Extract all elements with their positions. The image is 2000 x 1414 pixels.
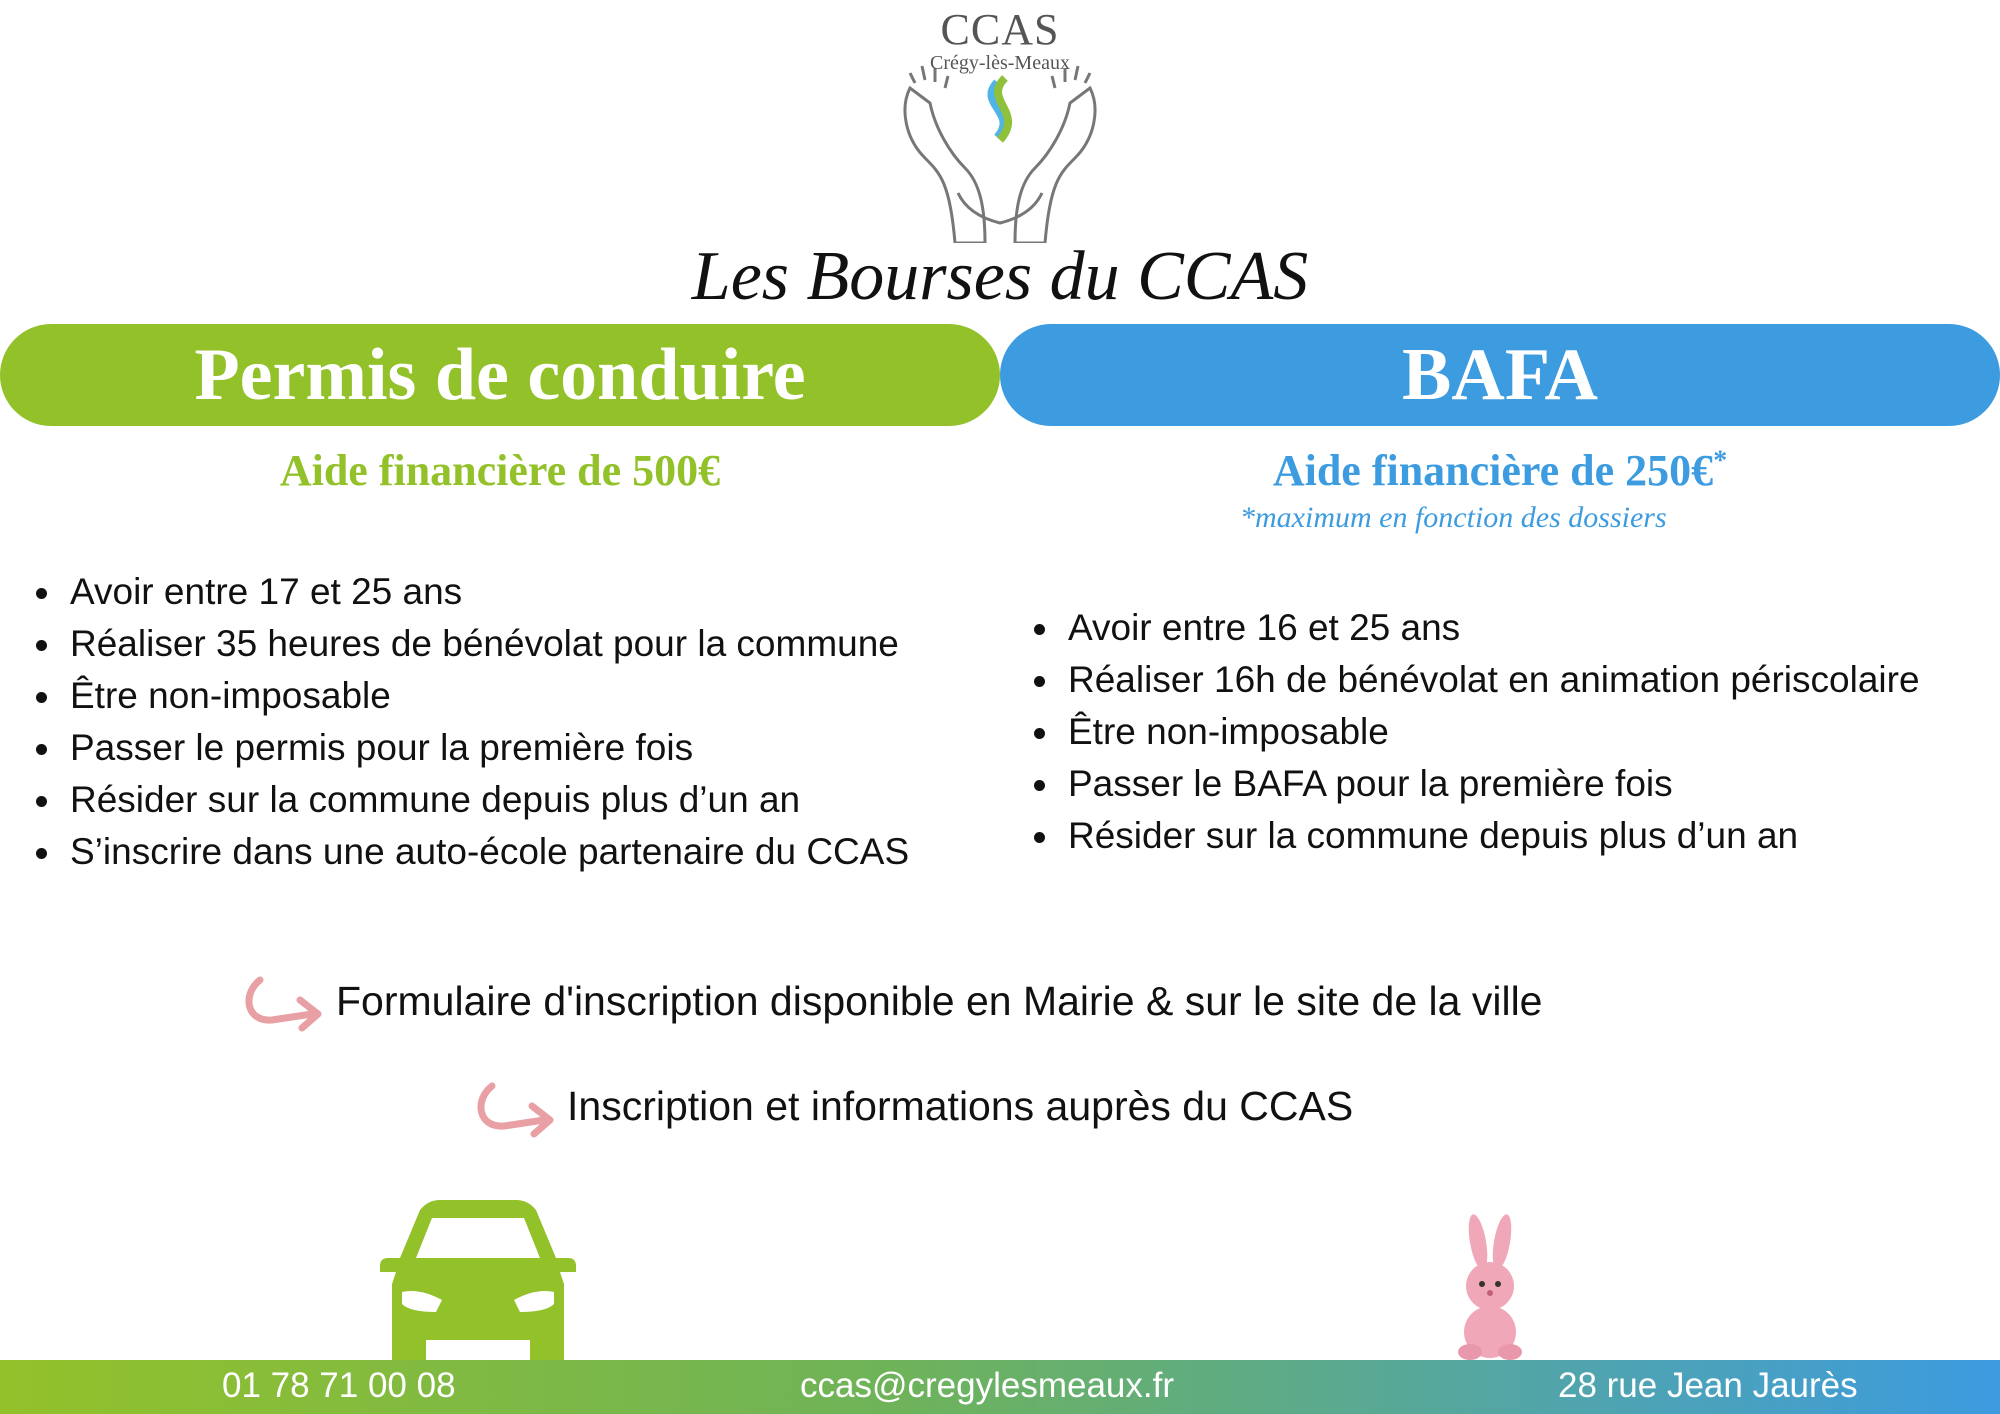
logo-subtitle: Crégy-lès-Meaux (930, 52, 1070, 74)
permis-banner (0, 324, 1000, 426)
permis-criteria-list (28, 566, 909, 878)
list-item: Être non-imposable (1026, 706, 1920, 758)
info-registration: Inscription et informations auprès du CCAS (567, 1083, 1354, 1129)
footer-email[interactable]: ccas@cregylesmeaux.fr (800, 1366, 1174, 1405)
permis-banner-label: Permis de conduire (194, 333, 806, 416)
page-title: Les Bourses du CCAS (691, 238, 1309, 315)
logo-title: CCAS (940, 5, 1060, 54)
bafa-aid-star: * (1713, 445, 1728, 477)
bafa-aid-text: Aide financière de 250€ (1272, 446, 1714, 495)
info-form-availability: Formulaire d'inscription disponible en Mairie & sur le site de la ville (336, 978, 1543, 1024)
list-item: Avoir entre 17 et 25 ans (28, 566, 909, 618)
footer-address: 28 rue Jean Jaurès (1558, 1366, 1858, 1405)
list-item: Résider sur la commune depuis plus d’un an (1026, 810, 1920, 862)
list-item: Réaliser 35 heures de bénévolat pour la commune (28, 618, 909, 670)
list-item: Résider sur la commune depuis plus d’un an (28, 774, 909, 826)
bafa-criteria-list (1026, 602, 1920, 862)
arrow-icon (242, 974, 328, 1038)
bafa-aid-note: *maximum en fonction des dossiers (1240, 501, 1667, 534)
bafa-banner-label: BAFA (1402, 333, 1598, 416)
arrow-icon (474, 1080, 560, 1144)
bafa-banner (1000, 324, 2000, 426)
bafa-aid-amount (1000, 445, 2000, 496)
permis-aid-amount: Aide financière de 500€ (279, 446, 721, 495)
bunny-icon (1450, 1214, 1530, 1360)
footer-phone[interactable]: 01 78 71 00 08 (222, 1366, 456, 1405)
list-item: Être non-imposable (28, 670, 909, 722)
list-item: Réaliser 16h de bénévolat en animation périscolaire (1026, 654, 1920, 706)
list-item: Passer le permis pour la première fois (28, 722, 909, 774)
list-item: S’inscrire dans une auto-école partenaire du CCAS (28, 826, 909, 878)
car-icon (380, 1200, 576, 1360)
list-item: Avoir entre 16 et 25 ans (1026, 602, 1920, 654)
list-item: Passer le BAFA pour la première fois (1026, 758, 1920, 810)
